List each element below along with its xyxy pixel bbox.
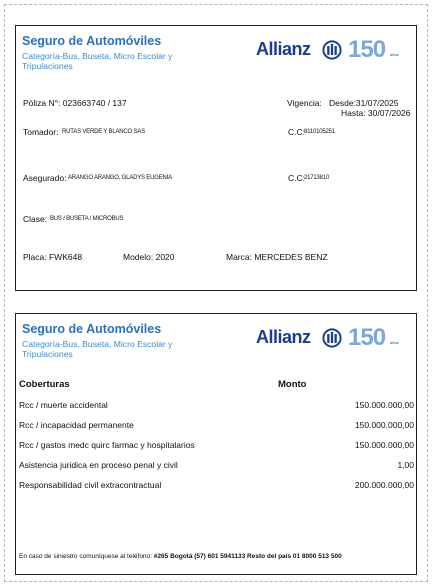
coverage-label: Rcc / incapacidad permanente bbox=[19, 420, 134, 430]
coverage-label: Rcc / gastos medc quirc farmac y hospitalarios bbox=[19, 440, 195, 450]
modelo: Modelo: 2020 bbox=[123, 252, 175, 262]
allianz-eagle-icon bbox=[322, 40, 342, 60]
cc-tomador-label: C.C: bbox=[288, 127, 305, 137]
coverage-row bbox=[19, 440, 414, 452]
allianz-logo bbox=[256, 38, 406, 64]
card-title: Seguro de Automóviles bbox=[22, 34, 162, 48]
poliza-value: 023663740 / 137 bbox=[62, 98, 127, 108]
tomador-value: RUTAS VERDE Y BLANCO SAS bbox=[62, 129, 145, 135]
allianz-logo bbox=[256, 326, 406, 352]
coverage-amount: 200.000.000,00 bbox=[354, 480, 414, 490]
coberturas-header: Coberturas bbox=[19, 379, 70, 390]
marca: Marca: MERCEDES BENZ bbox=[226, 252, 328, 262]
coverage-amount: 150.000.000,00 bbox=[354, 420, 414, 430]
logo-anniversary-suffix: años bbox=[390, 52, 399, 57]
asegurado-label: Asegurado: bbox=[23, 173, 67, 183]
cc-asegurado-label: C.C: bbox=[288, 173, 305, 183]
coverage-row bbox=[19, 480, 414, 492]
logo-word: Allianz bbox=[256, 327, 311, 347]
vigencia-label: Vigencia: bbox=[287, 98, 322, 108]
coverage-card bbox=[15, 313, 417, 575]
logo-anniversary-number: 150 bbox=[348, 36, 386, 63]
coverage-label: Asistencia juridica en proceso penal y civil bbox=[19, 460, 178, 470]
footer-text: En caso de siniestro comuníquese al teléfono: bbox=[19, 553, 152, 560]
tomador-label: Tomador: bbox=[23, 127, 59, 137]
vigencia-hasta: Hasta: 30/07/2026 bbox=[341, 108, 411, 118]
policy-card bbox=[15, 25, 417, 291]
coverage-amount: 150.000.000,00 bbox=[354, 400, 414, 410]
coverage-amount: 1,00 bbox=[397, 460, 414, 470]
logo-anniversary-number: 150 bbox=[348, 324, 386, 351]
coverage-amount: 150.000.000,00 bbox=[354, 440, 414, 450]
placa: Placa: FWK648 bbox=[23, 252, 83, 262]
cc-asegurado-value: 21713810 bbox=[304, 175, 330, 181]
poliza-line bbox=[23, 98, 127, 108]
coverage-row bbox=[19, 420, 414, 432]
card-subtitle: Categoría-Bus, Buseta, Micro Escolar y Tripulaciones bbox=[22, 339, 173, 359]
cc-tomador-value: 8110105251 bbox=[304, 129, 335, 135]
clase-value: BUS / BUSETA / MICROBUS bbox=[50, 216, 124, 222]
coverage-label: Responsabilidad civil extracontractual bbox=[19, 480, 162, 490]
allianz-eagle-icon bbox=[322, 328, 342, 348]
coverage-row bbox=[19, 460, 414, 472]
poliza-label: Póliza N°: bbox=[23, 98, 61, 108]
card-subtitle: Categoría-Bus, Buseta, Micro Escolar y Tripulaciones bbox=[22, 51, 173, 71]
footer-phone: #265 Bogotá (57) 601 5941133 Resto del país 01 8000 513 500 bbox=[153, 553, 342, 560]
logo-word: Allianz bbox=[256, 39, 311, 59]
coverage-label: Rcc / muerte accidental bbox=[19, 400, 108, 410]
card-title: Seguro de Automóviles bbox=[22, 322, 162, 336]
clase-label: Clase: bbox=[23, 214, 48, 224]
coverage-row bbox=[19, 400, 414, 412]
contact-footer bbox=[19, 553, 413, 560]
monto-header: Monto bbox=[278, 379, 307, 390]
vigencia-desde: Desde:31/07/2025 bbox=[329, 98, 399, 108]
asegurado-value: ARANGO ARANGO, GLADYS EUGENIA bbox=[68, 175, 172, 181]
logo-anniversary-suffix: años bbox=[390, 340, 399, 345]
